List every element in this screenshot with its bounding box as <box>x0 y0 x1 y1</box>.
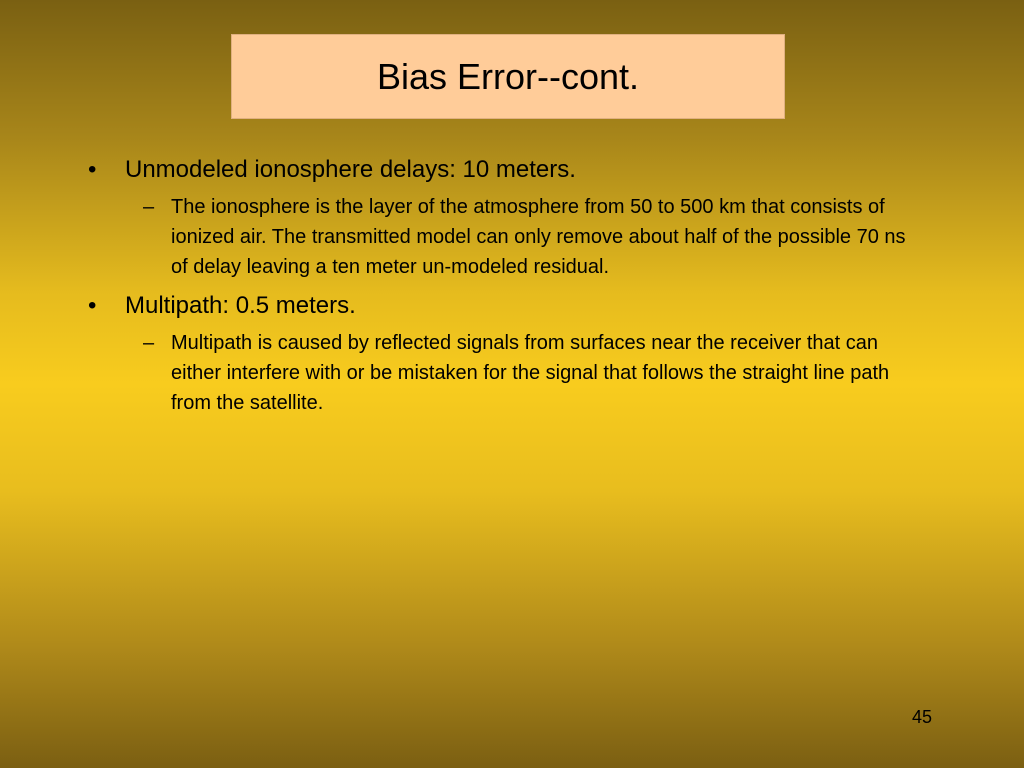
sub-bullet-text: The ionosphere is the layer of the atmosphere from 50 to 500 km that consists of ionized air. The transmitted model can only remove about half of the possible 70 ns of delay leaving a ten meter un-modeled residual. <box>171 196 906 278</box>
sub-bullet-text: Multipath is caused by reflected signals from surfaces near the receiver that can either interfere with or be mistaken for the signal that follows the straight line path from the satellite. <box>171 332 890 414</box>
bullet-marker: • <box>88 292 97 319</box>
slide-title: Bias Error--cont. <box>376 55 640 97</box>
sub-bullet-marker: – <box>143 332 155 354</box>
bullet-text: Multipath: 0.5 meters. <box>125 292 356 319</box>
slide-content <box>88 152 948 426</box>
bullet-item <box>88 154 948 186</box>
sub-bullet-item <box>143 328 913 418</box>
bullet-item <box>88 290 948 322</box>
bullet-text: Unmodeled ionosphere delays: 10 meters. <box>125 156 576 183</box>
sub-bullet-item <box>143 192 913 282</box>
sub-bullet-marker: – <box>143 196 155 218</box>
bullet-marker: • <box>88 156 97 183</box>
title-box <box>231 34 785 119</box>
page-number: 45 <box>912 707 933 727</box>
